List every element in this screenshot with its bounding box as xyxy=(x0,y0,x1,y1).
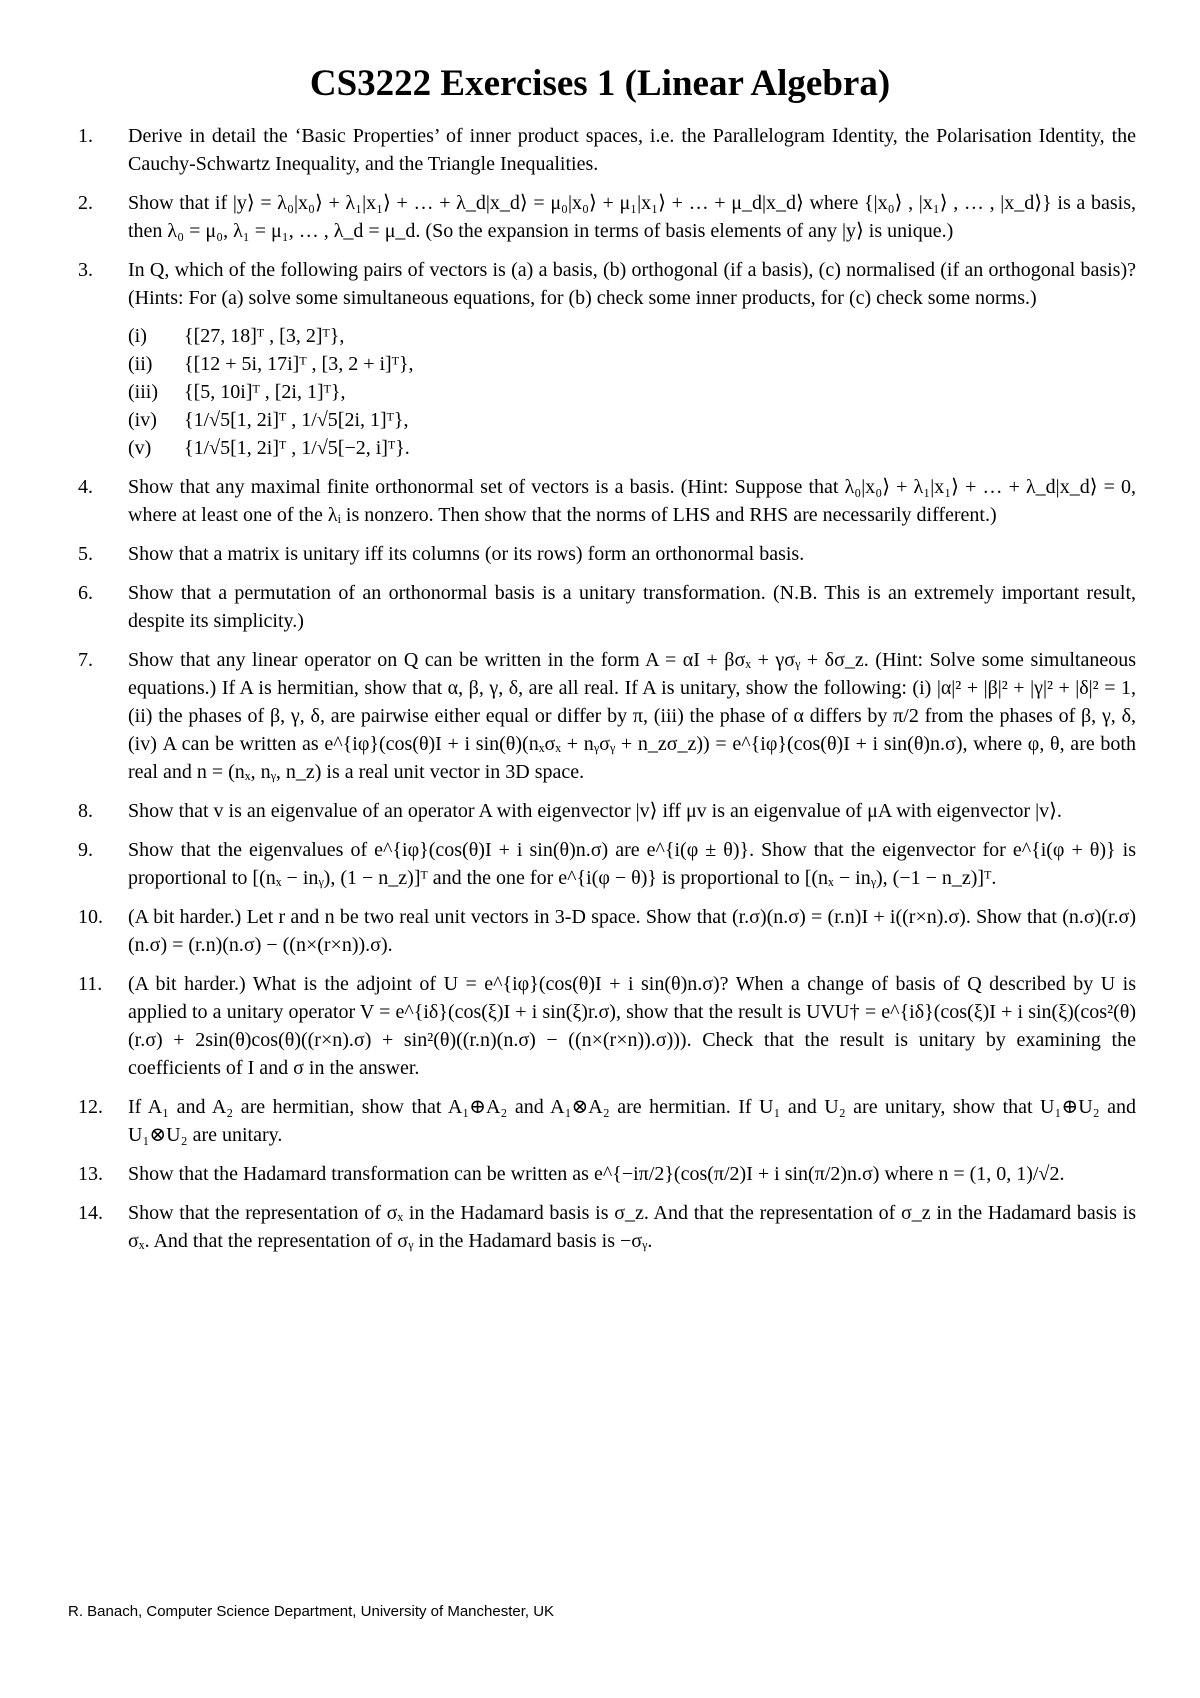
exercise-text: If A₁ and A₂ are hermitian, show that A₁⊕A₂ and A₁⊗A₂ are hermitian. If U₁ and U₂ are unitary, show that U₁⊕U₂ and U₁⊗U₂ are unitary. xyxy=(128,1096,1136,1146)
exercise-text: Show that if |y⟩ = λ₀|x₀⟩ + λ₁|x₁⟩ + … + λ_d|x_d⟩ = μ₀|x₀⟩ + μ₁|x₁⟩ + … + μ_d|x_d⟩ where {|x₀⟩ , |x₁⟩ , … , |x_d⟩} is a basis, then λ₀ = μ₀, λ₁ = μ₁, … , λ_d = μ_d. (So the expansion in terms of basis elements of any |y⟩ is unique.) xyxy=(128,192,1136,242)
exercise-number: 14. xyxy=(78,1202,103,1224)
exercise-item xyxy=(78,836,1136,892)
exercise-text: Show that the eigenvalues of e^{iφ}(cos(θ)I + i sin(θ)n.σ) are e^{i(φ ± θ)}. Show that the eigenvector for e^{i(φ + θ)} is proportional to [(nₓ − inᵧ), (1 − n_z)]ᵀ and the one for e^{i(φ − θ)} is proportional to [(nₓ − inᵧ), (−1 − n_z)]ᵀ. xyxy=(128,839,1136,889)
vector-pair-item xyxy=(128,406,1136,434)
document-title: CS3222 Exercises 1 (Linear Algebra) xyxy=(309,63,891,104)
exercise-text: In Q, which of the following pairs of vectors is (a) a basis, (b) orthogonal (if a basis), (c) normalised (if an orthogonal basis)? (Hints: For (a) solve some simultaneous equations, for (b) check some inner products, for (c) check some norms.) xyxy=(128,259,1136,309)
item-label: (iv) xyxy=(128,409,157,431)
exercise-number: 12. xyxy=(78,1096,103,1118)
exercise-number: 6. xyxy=(78,582,93,604)
exercise-number: 7. xyxy=(78,649,93,671)
exercise-list xyxy=(78,122,1136,1266)
exercise-number: 10. xyxy=(78,906,103,928)
exercise-text: Show that v is an eigenvalue of an operator A with eigenvector |v⟩ iff μv is an eigenvalue of μA with eigenvector |v⟩. xyxy=(128,800,1062,822)
exercise-text: (A bit harder.) What is the adjoint of U = e^{iφ}(cos(θ)I + i sin(θ)n.σ)? When a change of basis of Q described by U is applied to a unitary operator V = e^{iδ}(cos(ξ)I + i sin(ξ)r.σ), show that the result is UVU† = e^{iδ}(cos(ξ)I + i sin(ξ)(cos²(θ)(r.σ) + 2sin(θ)cos(θ)((r×n).σ) + sin²(θ)((r.n)(n.σ) − ((n×(r×n)).σ))). Check that the result is unitary by examining the coefficients of I and σ in the answer. xyxy=(128,973,1136,1079)
item-label: (i) xyxy=(128,325,147,347)
exercise-item xyxy=(78,1199,1136,1255)
exercise-text: Show that any maximal finite orthonormal set of vectors is a basis. (Hint: Suppose that λ₀|x₀⟩ + λ₁|x₁⟩ + … + λ_d|x_d⟩ = 0, where at least one of the λᵢ is nonzero. Then show that the norms of LHS and RHS are necessarily different.) xyxy=(128,476,1136,526)
exercise-text: Show that a permutation of an orthonormal basis is a unitary transformation. (N.B. This is an extremely important result, despite its simplicity.) xyxy=(128,582,1136,632)
exercise-number: 9. xyxy=(78,839,93,861)
exercise-item xyxy=(78,256,1136,462)
item-text: {[12 + 5i, 17i]ᵀ , [3, 2 + i]ᵀ}, xyxy=(184,353,414,375)
exercise-number: 2. xyxy=(78,192,93,214)
exercise-number: 5. xyxy=(78,543,93,565)
exercise-item xyxy=(78,1160,1136,1188)
vector-pair-item xyxy=(128,378,1136,406)
exercise-item xyxy=(78,122,1136,178)
item-text: {[27, 18]ᵀ , [3, 2]ᵀ}, xyxy=(184,325,345,347)
exercise-item xyxy=(78,903,1136,959)
exercise-number: 1. xyxy=(78,125,93,147)
item-text: {[5, 10i]ᵀ , [2i, 1]ᵀ}, xyxy=(184,381,346,403)
exercise-text: Show that the representation of σₓ in the Hadamard basis is σ_z. And that the representation of σ_z in the Hadamard basis is σₓ. And that the representation of σᵧ in the Hadamard basis is −σᵧ. xyxy=(128,1202,1136,1252)
exercise-text: Derive in detail the ‘Basic Properties’ of inner product spaces, i.e. the Parallelogram Identity, the Polarisation Identity, the Cauchy-Schwartz Inequality, and the Triangle Inequalities. xyxy=(128,125,1136,175)
exercise-text: Show that the Hadamard transformation can be written as e^{−iπ/2}(cos(π/2)I + i sin(π/2)n.σ) where n = (1, 0, 1)/√2. xyxy=(128,1163,1065,1185)
vector-pair-item xyxy=(128,350,1136,378)
exercise-number: 3. xyxy=(78,259,93,281)
exercise-number: 8. xyxy=(78,800,93,822)
exercise-item xyxy=(78,473,1136,529)
item-text: {1/√5[1, 2i]ᵀ , 1/√5[2i, 1]ᵀ}, xyxy=(184,409,409,431)
exercise-item xyxy=(78,646,1136,786)
vector-pair-list xyxy=(128,322,1136,462)
exercise-number: 11. xyxy=(78,973,103,995)
exercise-text: Show that any linear operator on Q can be written in the form A = αI + βσₓ + γσᵧ + δσ_z. (Hint: Solve some simultaneous equations.) If A is hermitian, show that α, β, γ, δ, are all real. If A is unitary, show the following: (i) |α|² + |β|² + |γ|² + |δ|² = 1, (ii) the phases of β, γ, δ, are pairwise either equal or differ by π, (iii) the phase of α differs by π/2 from the phases of β, γ, δ, (iv) A can be written as e^{iφ}(cos(θ)I + i sin(θ)(nₓσₓ + nᵧσᵧ + n_zσ_z)) = e^{iφ}(cos(θ)I + i sin(θ)n.σ), where φ, θ, are both real and n = (nₓ, nᵧ, n_z) is a real unit vector in 3D space. xyxy=(128,649,1136,783)
exercise-item xyxy=(78,970,1136,1082)
exercise-number: 13. xyxy=(78,1163,103,1185)
vector-pair-item xyxy=(128,322,1136,350)
page-footer: R. Banach, Computer Science Department, University of Manchester, UK xyxy=(68,1603,555,1620)
exercise-item xyxy=(78,797,1136,825)
item-label: (v) xyxy=(128,437,152,459)
exercise-text: Show that a matrix is unitary iff its columns (or its rows) form an orthonormal basis. xyxy=(128,543,805,565)
item-label: (ii) xyxy=(128,353,153,375)
item-text: {1/√5[1, 2i]ᵀ , 1/√5[−2, i]ᵀ}. xyxy=(184,437,410,459)
vector-pair-item xyxy=(128,434,1136,462)
exercise-item xyxy=(78,1093,1136,1149)
exercise-item xyxy=(78,189,1136,245)
exercise-item xyxy=(78,540,1136,568)
exercise-text: (A bit harder.) Let r and n be two real unit vectors in 3-D space. Show that (r.σ)(n.σ) = (r.n)I + i((r×n).σ). Show that (n.σ)(r.σ)(n.σ) = (r.n)(n.σ) − ((n×(r×n)).σ). xyxy=(128,906,1136,956)
item-label: (iii) xyxy=(128,381,158,403)
exercise-number: 4. xyxy=(78,476,93,498)
exercise-item xyxy=(78,579,1136,635)
